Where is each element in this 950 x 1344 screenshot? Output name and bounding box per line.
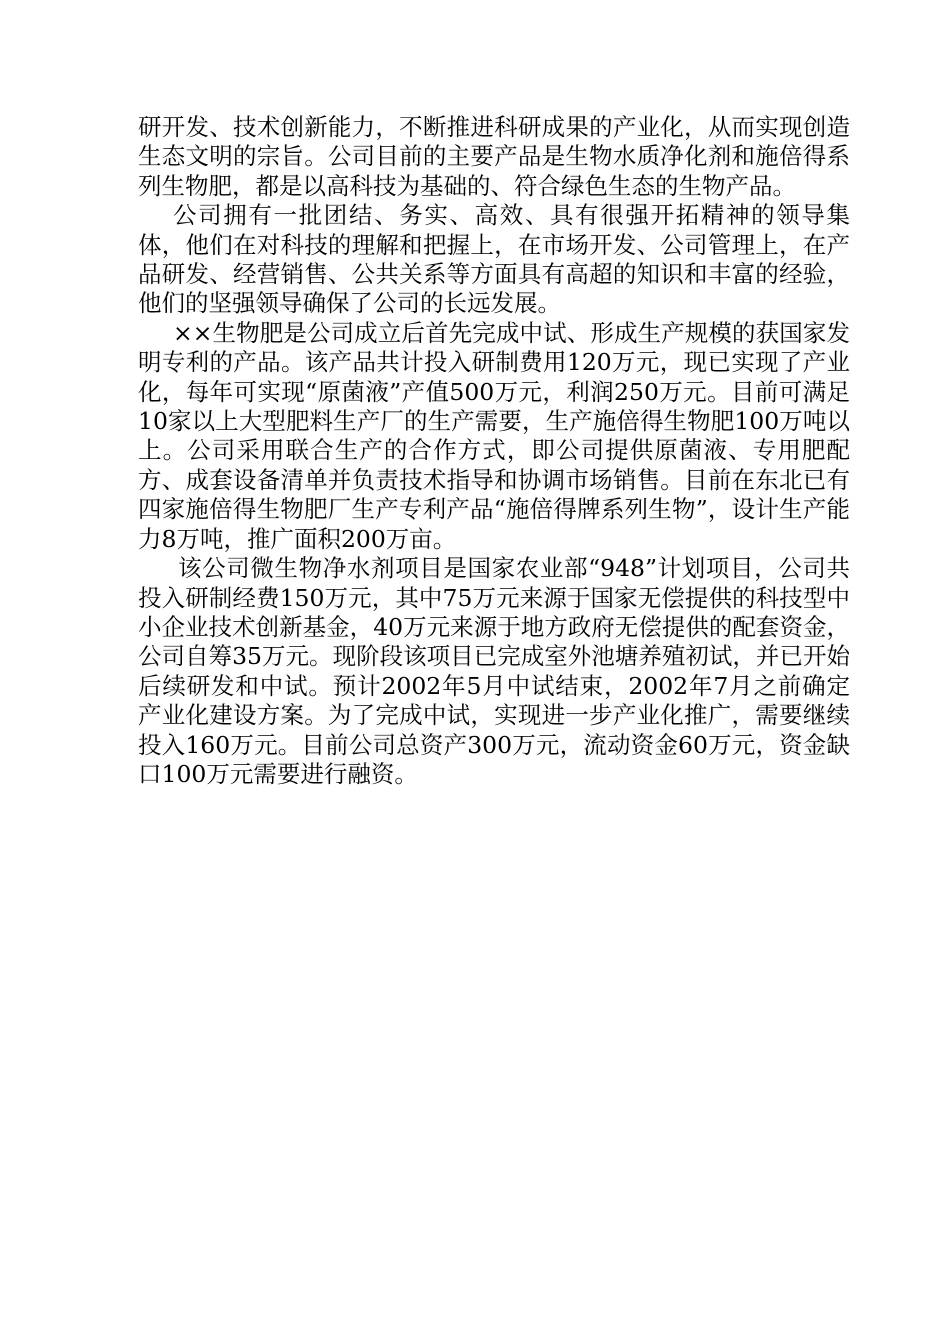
paragraph-3: ××生物肥是公司成立后首先完成中试、形成生产规模的获国家发明专利的产品。该产品共计投入研制费用120万元，现已实现了产业化，每年可实现“原菌液”产值500万元，利润250万元。目前可满足10家以上大型肥料生产厂的生产需要，生产施倍得生物肥100万吨以上。公司采用联合生产的合作方式，即公司提供原菌液、专用肥配方、成套设备清单并负责技术指导和协调市场销售。目前在东北已有四家施倍得生物肥厂生产专利产品“施倍得牌系列生物”，设计生产能力8万吨，推广面积200万亩。	[138, 318, 850, 553]
document-body	[138, 113, 850, 789]
paragraph-2: 公司拥有一批团结、务实、高效、具有很强开拓精神的领导集体，他们在对科技的理解和把握上，在市场开发、公司管理上，在产品研发、经营销售、公共关系等方面具有高超的知识和丰富的经验，他们的坚强领导确保了公司的长远发展。	[138, 201, 850, 318]
paragraph-4: 该公司微生物净水剂项目是国家农业部“948”计划项目，公司共投入研制经费150万元，其中75万元来源于国家无偿提供的科技型中小企业技术创新基金，40万元来源于地方政府无偿提供的配套资金，公司自筹35万元。现阶段该项目已完成室外池塘养殖初试，并已开始后续研发和中试。预计2002年5月中试结束，2002年7月之前确定产业化建设方案。为了完成中试，实现进一步产业化推广，需要继续投入160万元。目前公司总资产300万元，流动资金60万元，资金缺口100万元需要进行融资。	[138, 554, 850, 788]
paragraph-1: 研开发、技术创新能力，不断推进科研成果的产业化，从而实现创造生态文明的宗旨。公司目前的主要产品是生物水质净化剂和施倍得系列生物肥，都是以高科技为基础的、符合绿色生态的生物产品。	[138, 113, 850, 200]
